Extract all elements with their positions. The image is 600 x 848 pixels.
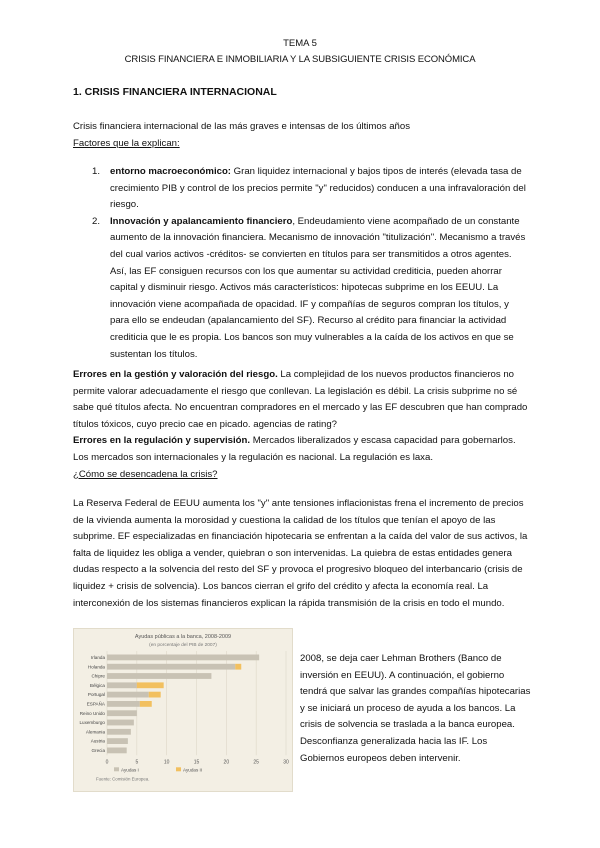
valuation-text: La complejidad de los nuevos productos financieros no permite valorar adecuadamente el riesgo que conllevan. La legislación es débil. La crisis subprime no sé sabe qué títulos afecta. No encuentran compradores en el mercado y las EF descubren que han comprado títulos tóxicos, cuyo precio cae en picado. agencias de rating? (73, 369, 528, 430)
chart-bar (107, 692, 149, 698)
valuation-paragraph (73, 367, 529, 433)
chart-category-label: Austria (90, 738, 105, 744)
chart-legend-swatch (176, 767, 181, 771)
factor-text: , Endeudamiento viene acompañado de un constante aumento de la innovación financiera. Mecanismo de innovación "titulización". Mecanismo a través del cual varios activos -créditos- se convierten en títulos para ser transmitidos a otros agentes. Así, las EF consiguen recursos con los que aumentar su actividad crediticia, pueden ahorrar capital y disminuir riesgo. Activos más característicos: hipotecas subprime en los EEUU. La innovación viene acompañada de opacidad. IF y compañías de seguros compran los títulos, y para ello se endeudan (apalancamiento del SF). Recurso al crédito para financiar la actividad crediticia que le es propia. Los bancos son muy vulnerables a la caída de los activos en que se sustentan los títulos. (110, 215, 526, 360)
chart-category-label: Holanda (87, 664, 105, 670)
chart-source: Fuente: Comisión Europea. (96, 776, 150, 782)
chart-legend-swatch (114, 767, 119, 771)
factor-title: entorno macroeconómico: (110, 166, 232, 177)
chart-category-label: ESPAÑA (86, 701, 105, 707)
chart-category-label: Chipre (91, 673, 105, 679)
topic-title: CRISIS FINANCIERA E INMOBILIARIA Y LA SUBSIGUIENTE CRISIS ECONÓMICA (124, 54, 476, 65)
chart-category-label: Luxemburgo (79, 720, 105, 726)
chart-xtick-label: 5 (135, 759, 139, 766)
chart-category-label: Portugal (87, 692, 105, 698)
chart-xtick-label: 0 (105, 759, 109, 766)
chart-bar (107, 673, 211, 679)
topic-number: TEMA 5 (283, 38, 317, 49)
chart-legend-label: Ayudas I (121, 767, 139, 773)
chart-xtick-label: 10 (163, 759, 170, 766)
factor-title: Innovación y apalancamiento financiero (110, 215, 293, 227)
chart-legend-label: Ayudas II (183, 767, 203, 773)
chart-bar (140, 701, 152, 707)
factors-title: Factores que la explican: (73, 137, 180, 149)
chart-bar (107, 729, 131, 735)
chart-category-label: Bélgica (89, 682, 105, 688)
chart-bar (107, 710, 137, 716)
lehman-paragraph: 2008, se deja caer Lehman Brothers (Banco de inversión en EEUU). A continuación, el gobierno tendrá que salvar las grandes compañías hipotecarias y se iniciará un proceso de ayuda a los bancos. La crisis de solvencia se traslada a la banca europea. Desconfianza generalizada hacia las IF. Los Gobiernos europeos deben intervenir. (300, 653, 531, 764)
intro-line: Crisis financiera internacional de las más graves e intensas de los últimos años (73, 121, 411, 132)
crisis-paragraph: La Reserva Federal de EEUU aumenta los "y" ante tensiones inflacionistas frena el incremento de precios de la vivienda aumenta la morosidad y cuestiona la calidad de los títulos que tenían el apoyo de las subprime. EF especializadas en financiación hipotecaria se enfrentan a la caída del valor de sus activos, la falta de liquidez les obliga a vender, quiebran o son intervenidas. La quiebra de estas entidades genera dudas respecto a la solvencia del resto del SF y provoca el progresivo bloqueo del interbancario (crisis de liquidez + crisis de solvencia). Los bancos cierran el grifo del crédito y afecta la economía real. La interconexión de los sistemas financieros explican la rápida transmisión de la crisis en todo el mundo. (73, 498, 528, 609)
chart-bar (107, 655, 259, 661)
intro-block (73, 119, 529, 152)
chart-subtitle: (en porcentaje del PIB de 2007) (149, 643, 217, 648)
chart-bar (107, 682, 137, 688)
chart-xtick-label: 20 (223, 759, 230, 766)
chart-bar (137, 682, 164, 688)
chart-bar (235, 664, 241, 670)
chart-bar (107, 701, 140, 707)
section-heading: 1. CRISIS FINANCIERA INTERNACIONAL (73, 86, 277, 98)
chart-bar (107, 664, 235, 670)
chart-svg (74, 629, 292, 791)
factors-list (92, 164, 529, 363)
regulation-text: Mercados liberalizados y escasa capacidad para gobernarlos. Los mercados son internacionales y la regulación es nacional. La regulación es laxa. (73, 435, 516, 463)
chart-category-label: Reino Unido (79, 710, 105, 716)
chart-xtick-label: 30 (283, 759, 289, 766)
chart-category-label: Grecia (91, 748, 105, 753)
factor-number: 2. (92, 215, 101, 227)
regulation-title: Errores en la regulación y supervisión. (73, 435, 251, 447)
chart-title: Ayudas públicas a la banca, 2008-2009 (134, 634, 232, 640)
chart-category-label: Alemania (85, 729, 105, 735)
valuation-title: Errores en la gestión y valoración del riesgo. (73, 369, 278, 380)
errors-block (73, 367, 529, 483)
factor-item (92, 214, 529, 363)
factor-number: 1. (92, 166, 101, 177)
crisis-question: ¿Cómo se desencadena la crisis? (73, 468, 218, 480)
factor-text: Gran liquidez internacional y bajos tipos de interés (elevada tasa de crecimiento PIB y control de los precios permite "y" reducidos) conducen a una infravaloración del riesgo. (110, 166, 526, 211)
regulation-paragraph (73, 433, 529, 466)
chart-bar (107, 738, 128, 744)
chart-bar (107, 720, 134, 726)
factor-item (92, 164, 529, 214)
chart-bar (107, 748, 127, 754)
chart-xtick-label: 15 (193, 759, 200, 766)
chart-xtick-label: 25 (253, 759, 259, 766)
chart-category-label: Irlanda (90, 655, 105, 660)
bank-aid-chart (73, 628, 293, 792)
chart-bar (149, 692, 161, 698)
